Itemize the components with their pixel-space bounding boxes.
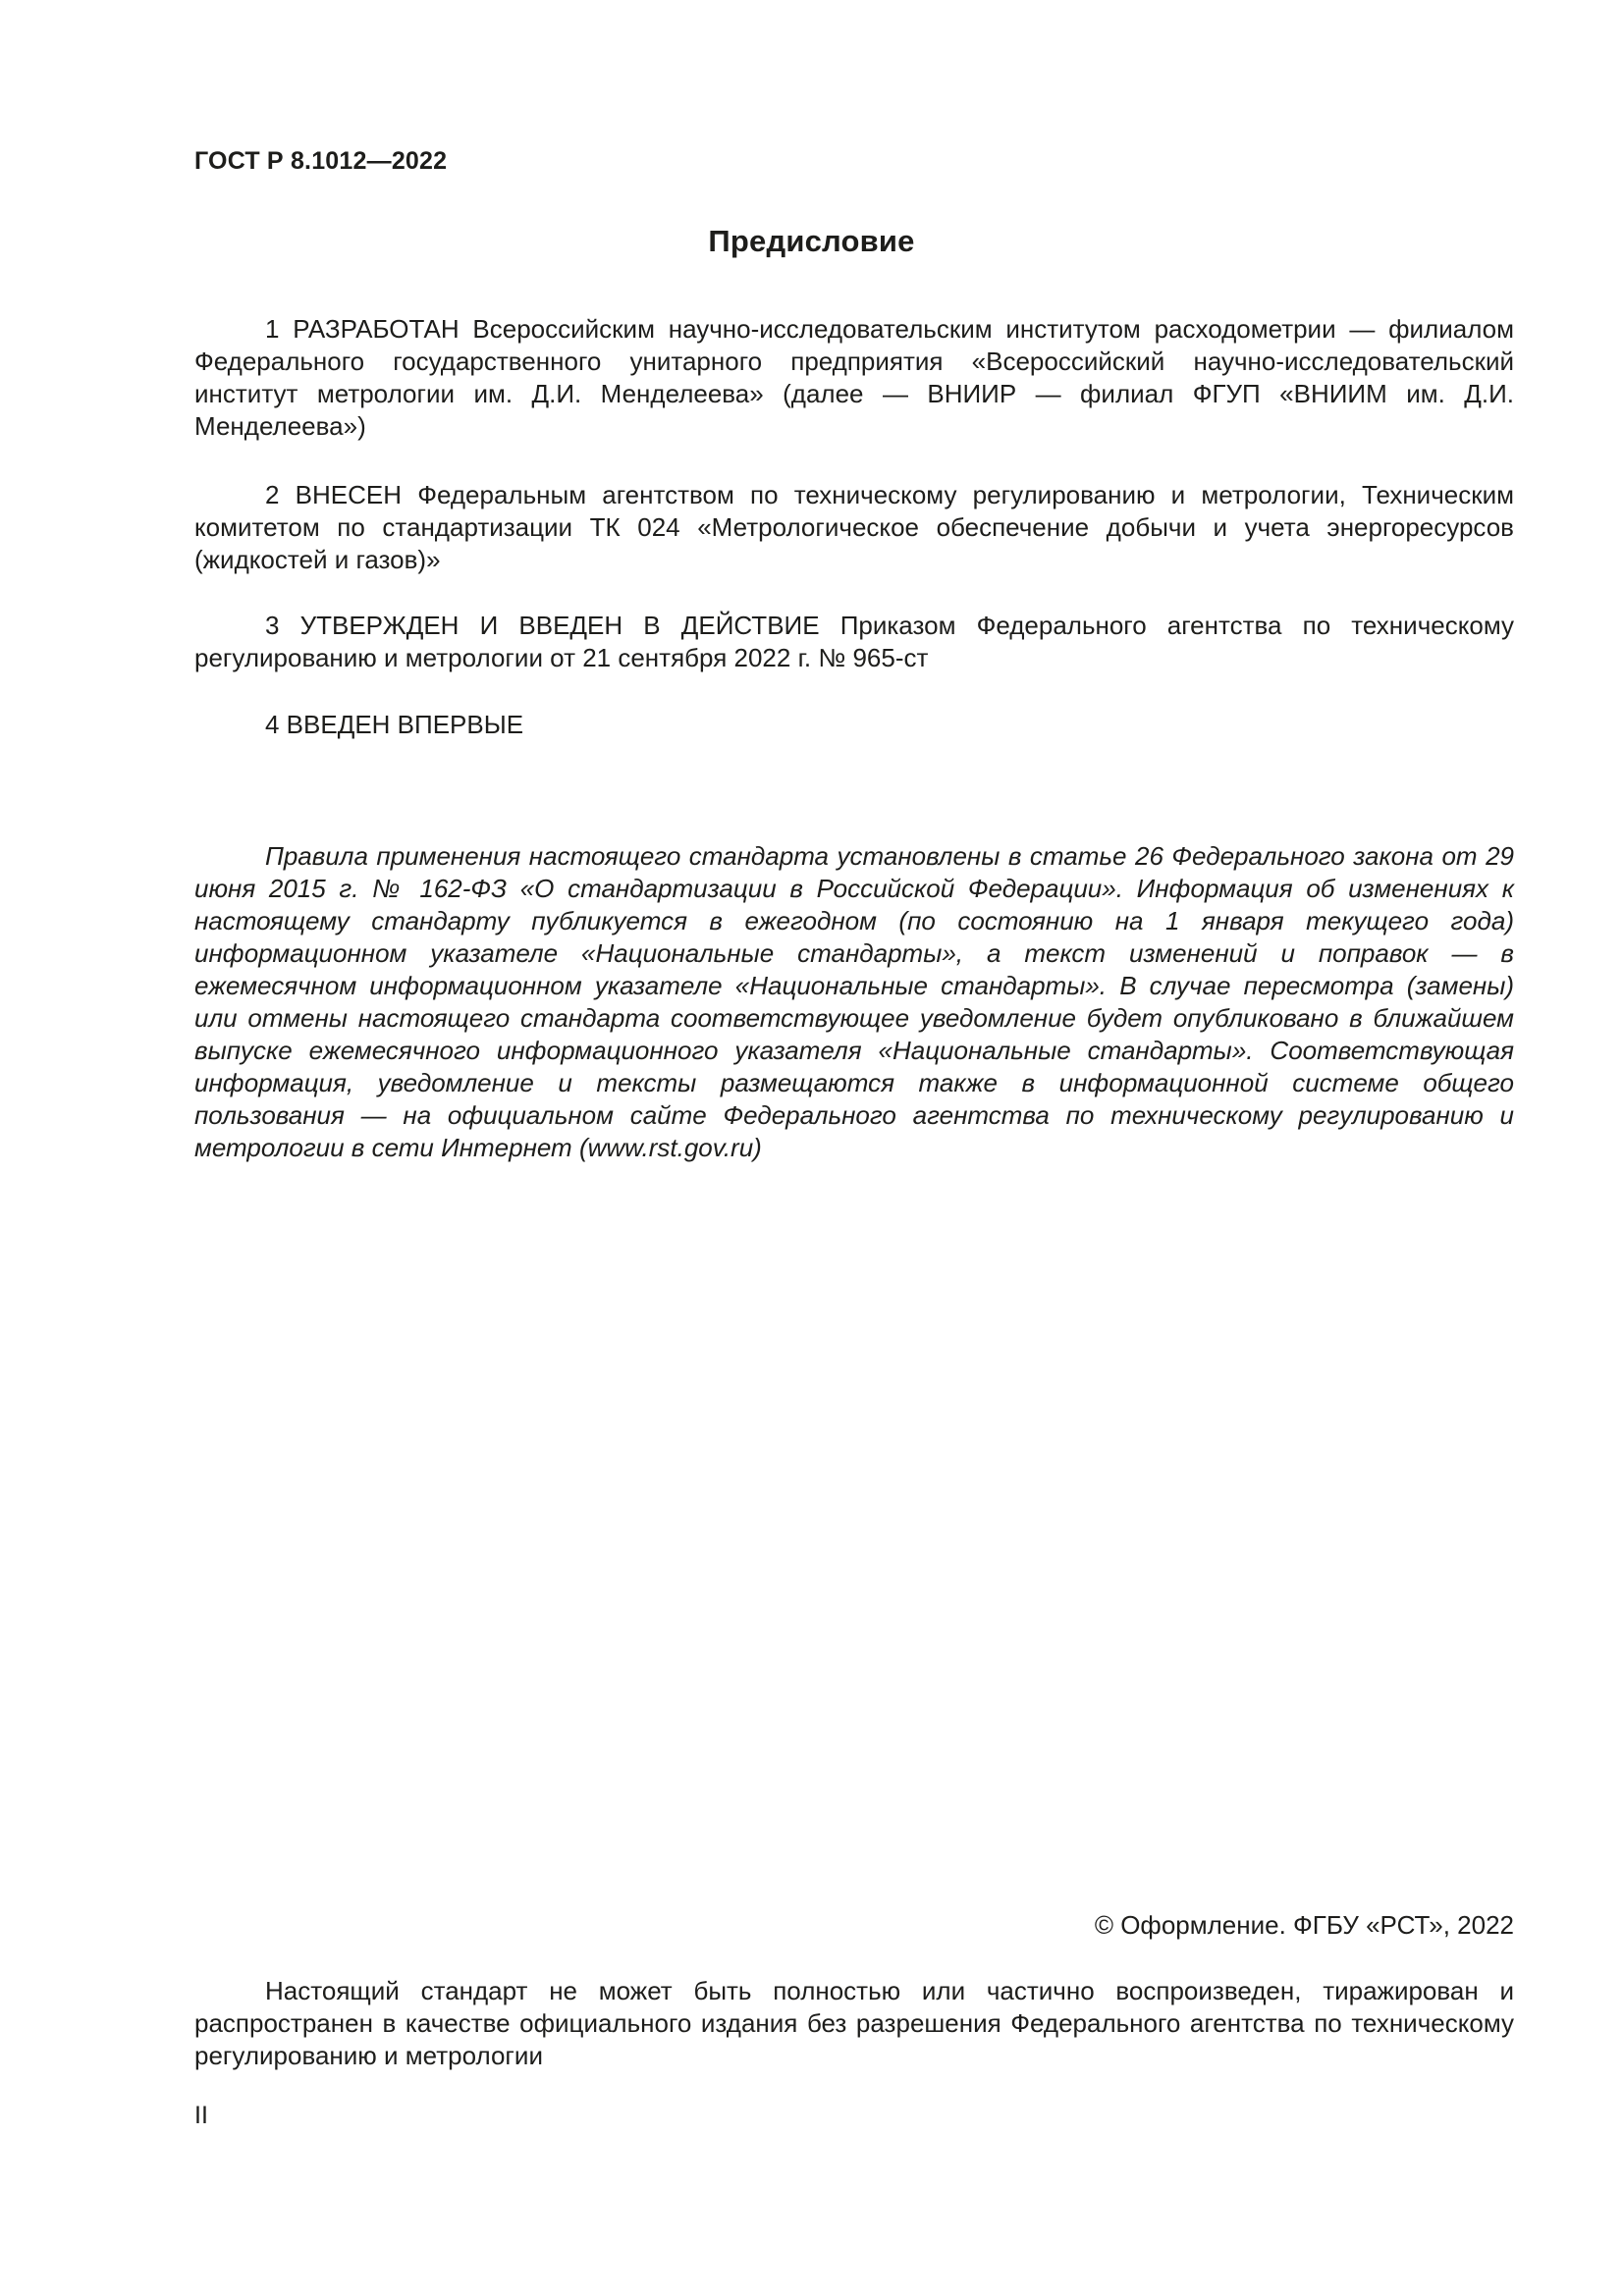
foreword-item-approved [194, 610, 1514, 674]
foreword-item-introduced [194, 479, 1514, 576]
foreword-item-text: 4 ВВЕДЕН ВПЕРВЫЕ [265, 710, 524, 739]
foreword-item-developed [194, 313, 1514, 443]
document-code: ГОСТ Р 8.1012—2022 [194, 147, 448, 175]
foreword-item-text: 2 ВНЕСЕН Федеральным агентством по техническому регулированию и метрологии, Техническим комитетом по стандартизации ТК 024 «Метрологическое обеспечение добычи и учета энергоресурсов (жидкостей и газов)» [194, 480, 1514, 574]
foreword-item-text: 1 РАЗРАБОТАН Всероссийским научно-исследовательским институтом расходометрии — филиалом Федерального государственного унитарного предприятия «Всероссийский научно-исследовательский институт метрологии им. Д.И. Менделеева» (далее — ВНИИР — филиал ФГУП «ВНИИМ им. Д.И. Менделеева») [194, 314, 1514, 441]
notice-text: Правила применения настоящего стандарта установлены в статье 26 Федерального закона от 29 июня 2015 г. № 162-ФЗ «О стандартизации в Российской Федерации». Информация об изменениях к настоящему стандарту публикуется в ежегодном (по состоянию на 1 января текущего года) информационном указателе «Национальные стандарты», а текст изменений и поправок — в ежемесячном информационном указателе «Национальные стандарты». В случае пересмотра (замены) или отмены настоящего стандарта соответствующее уведомление будет опубликовано в ближайшем выпуске ежемесячного информационного указателя «Национальные стандарты». Соответствующая информация, уведомление и тексты размещаются также в информационной системе общего пользования — на официальном сайте Федерального агентства по техническому регулированию и метрологии в сети Интернет (www.rst.gov.ru) [194, 841, 1514, 1162]
reproduction-notice [194, 1975, 1514, 2072]
reproduction-text: Настоящий стандарт не может быть полностью или частично воспроизведен, тиражирован и распространен в качестве официального издания без разрешения Федерального агентства по техническому регулированию и метрологии [194, 1976, 1514, 2070]
page-title: Предисловие [708, 224, 915, 258]
copyright-line: © Оформление. ФГБУ «РСТ», 2022 [1094, 1910, 1514, 1940]
standard-application-notice [194, 840, 1514, 1164]
foreword-item-text: 3 УТВЕРЖДЕН И ВВЕДЕН В ДЕЙСТВИЕ Приказом Федерального агентства по техническому регулированию и метрологии от 21 сентября 2022 г. № 965-ст [194, 611, 1514, 672]
foreword-item-first-introduced [194, 709, 1514, 741]
page-number: II [194, 2102, 208, 2129]
